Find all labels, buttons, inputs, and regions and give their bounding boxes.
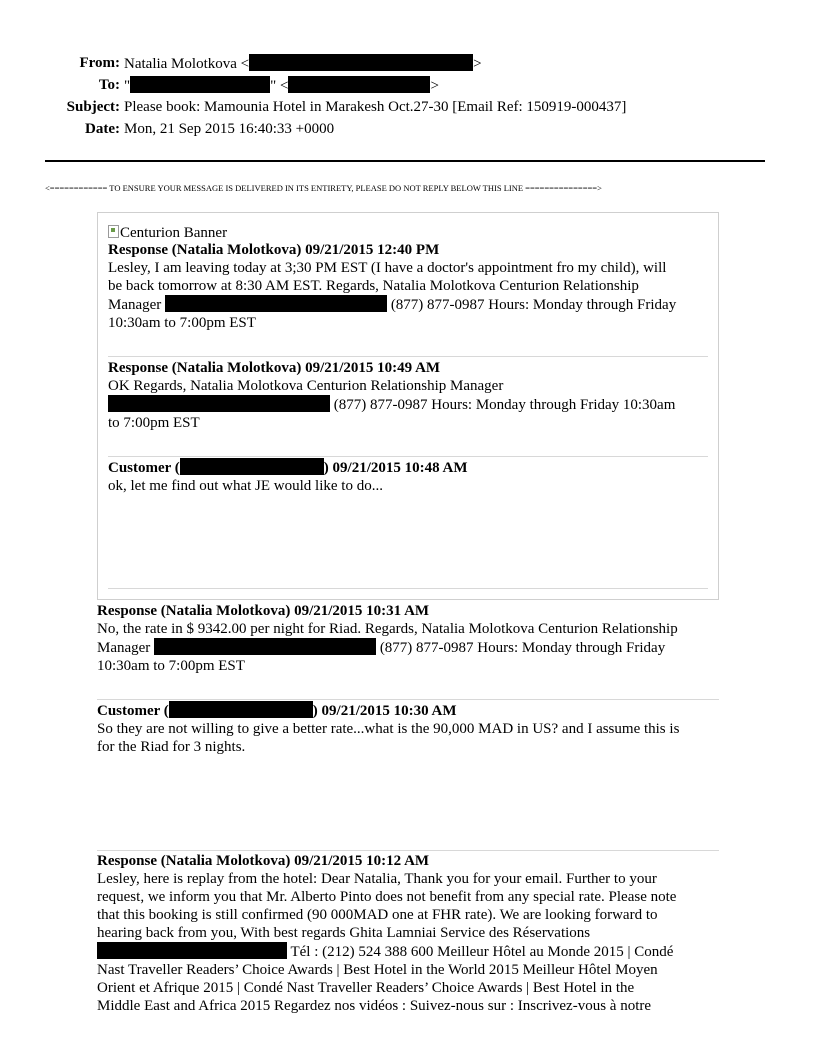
from-value: Natalia Molotkova < > <box>124 56 482 72</box>
message-entry <box>97 852 719 1015</box>
redacted-customer <box>180 458 324 475</box>
redacted-contact <box>97 942 287 959</box>
banner-alt-text: Centurion Banner <box>120 225 228 241</box>
date-label: Date: <box>85 121 120 137</box>
reply-notice: <============ TO ENSURE YOUR MESSAGE IS DELIVERED IN ITS ENTIRETY, PLEASE DO NOT REPLY BELOW THIS LINE ===============> <box>45 183 602 193</box>
redacted-email <box>249 54 473 71</box>
from-label: From: <box>79 55 120 71</box>
entry-separator <box>97 699 719 700</box>
date-value: Mon, 21 Sep 2015 16:40:33 +0000 <box>124 121 335 137</box>
from-name: Natalia Molotkova < <box>124 56 250 72</box>
redacted-customer <box>169 701 313 718</box>
redacted-email <box>288 76 430 93</box>
redacted-contact <box>154 638 376 655</box>
centurion-banner-image <box>108 224 227 242</box>
subject-value: Please book: Mamounia Hotel in Marakesh Oct.27-30 [Email Ref: 150919-000437] <box>124 99 627 115</box>
message-entry <box>108 241 708 332</box>
entry-heading: Customer ( ) 09/21/2015 10:48 AM <box>108 460 468 476</box>
entry-heading: Response (Natalia Molotkova) 09/21/2015 12:40 PM <box>108 242 440 258</box>
entry-separator <box>108 356 708 357</box>
to-label: To: <box>98 77 120 93</box>
redacted-contact <box>108 395 330 412</box>
subject-label: Subject: <box>66 99 120 115</box>
redacted-name <box>130 76 270 93</box>
redacted-contact <box>165 295 387 312</box>
entry-body: Lesley, here is replay from the hotel: Dear Natalia, Thank you for your email. Further to your request, we inform you that Mr. Alberto Pinto does not benefit from any special rate. Please note that this booking is still confirmed (90 000MAD one at FHR rate). We are looking forward to hearing back from you, With best regards Ghita Lamniai Service des Réservations Tél : (212) 524 388 600 Meilleur Hôtel au Monde 2015 | Condé Nast Traveller Readers’ Choice Awards | Best Hotel in the World 2015 Meilleur Hôtel Moyen Orient et Afrique 2015 | Condé Nast Traveller Readers’ Choice Awards | Best Hotel in the Middle East and Africa 2015 Regardez nos vidéos : Suivez-nous sur : Inscrivez-vous à notre <box>97 871 677 1014</box>
entry-separator <box>97 850 719 851</box>
entry-separator <box>108 456 708 457</box>
message-entry <box>108 458 708 495</box>
entry-heading: Response (Natalia Molotkova) 09/21/2015 10:31 AM <box>97 603 430 619</box>
entry-body: Lesley, I am leaving today at 3;30 PM EST (I have a doctor's appointment fro my child), will be back tomorrow at 8:30 AM EST. Regards, Natalia Molotkova Centurion Relationship Manager (877) 877-0987 Hours: Monday through Friday 10:30am to 7:00pm EST <box>108 260 677 331</box>
broken-image-icon <box>108 225 119 238</box>
header-divider <box>45 160 765 162</box>
message-entry <box>108 359 708 432</box>
entry-body: No, the rate in $ 9342.00 per night for Riad. Regards, Natalia Molotkova Centurion Relationship Manager (877) 877-0987 Hours: Monday through Friday 10:30am to 7:00pm EST <box>97 621 678 674</box>
entry-heading: Response (Natalia Molotkova) 09/21/2015 10:49 AM <box>108 360 441 376</box>
entry-heading: Customer ( ) 09/21/2015 10:30 AM <box>97 703 457 719</box>
entry-separator <box>108 588 708 589</box>
entry-body: ok, let me find out what JE would like to do... <box>108 478 383 494</box>
entry-body: So they are not willing to give a better rate...what is the 90,000 MAD in US? and I assume this is for the Riad for 3 nights. <box>97 721 680 755</box>
message-entry <box>97 701 719 756</box>
message-entry <box>97 602 719 675</box>
entry-body: OK Regards, Natalia Molotkova Centurion Relationship Manager (877) 877-0987 Hours: Monday through Friday 10:30am to 7:00pm EST <box>108 378 676 431</box>
to-value: " " < > <box>124 78 439 94</box>
entry-heading: Response (Natalia Molotkova) 09/21/2015 10:12 AM <box>97 853 430 869</box>
